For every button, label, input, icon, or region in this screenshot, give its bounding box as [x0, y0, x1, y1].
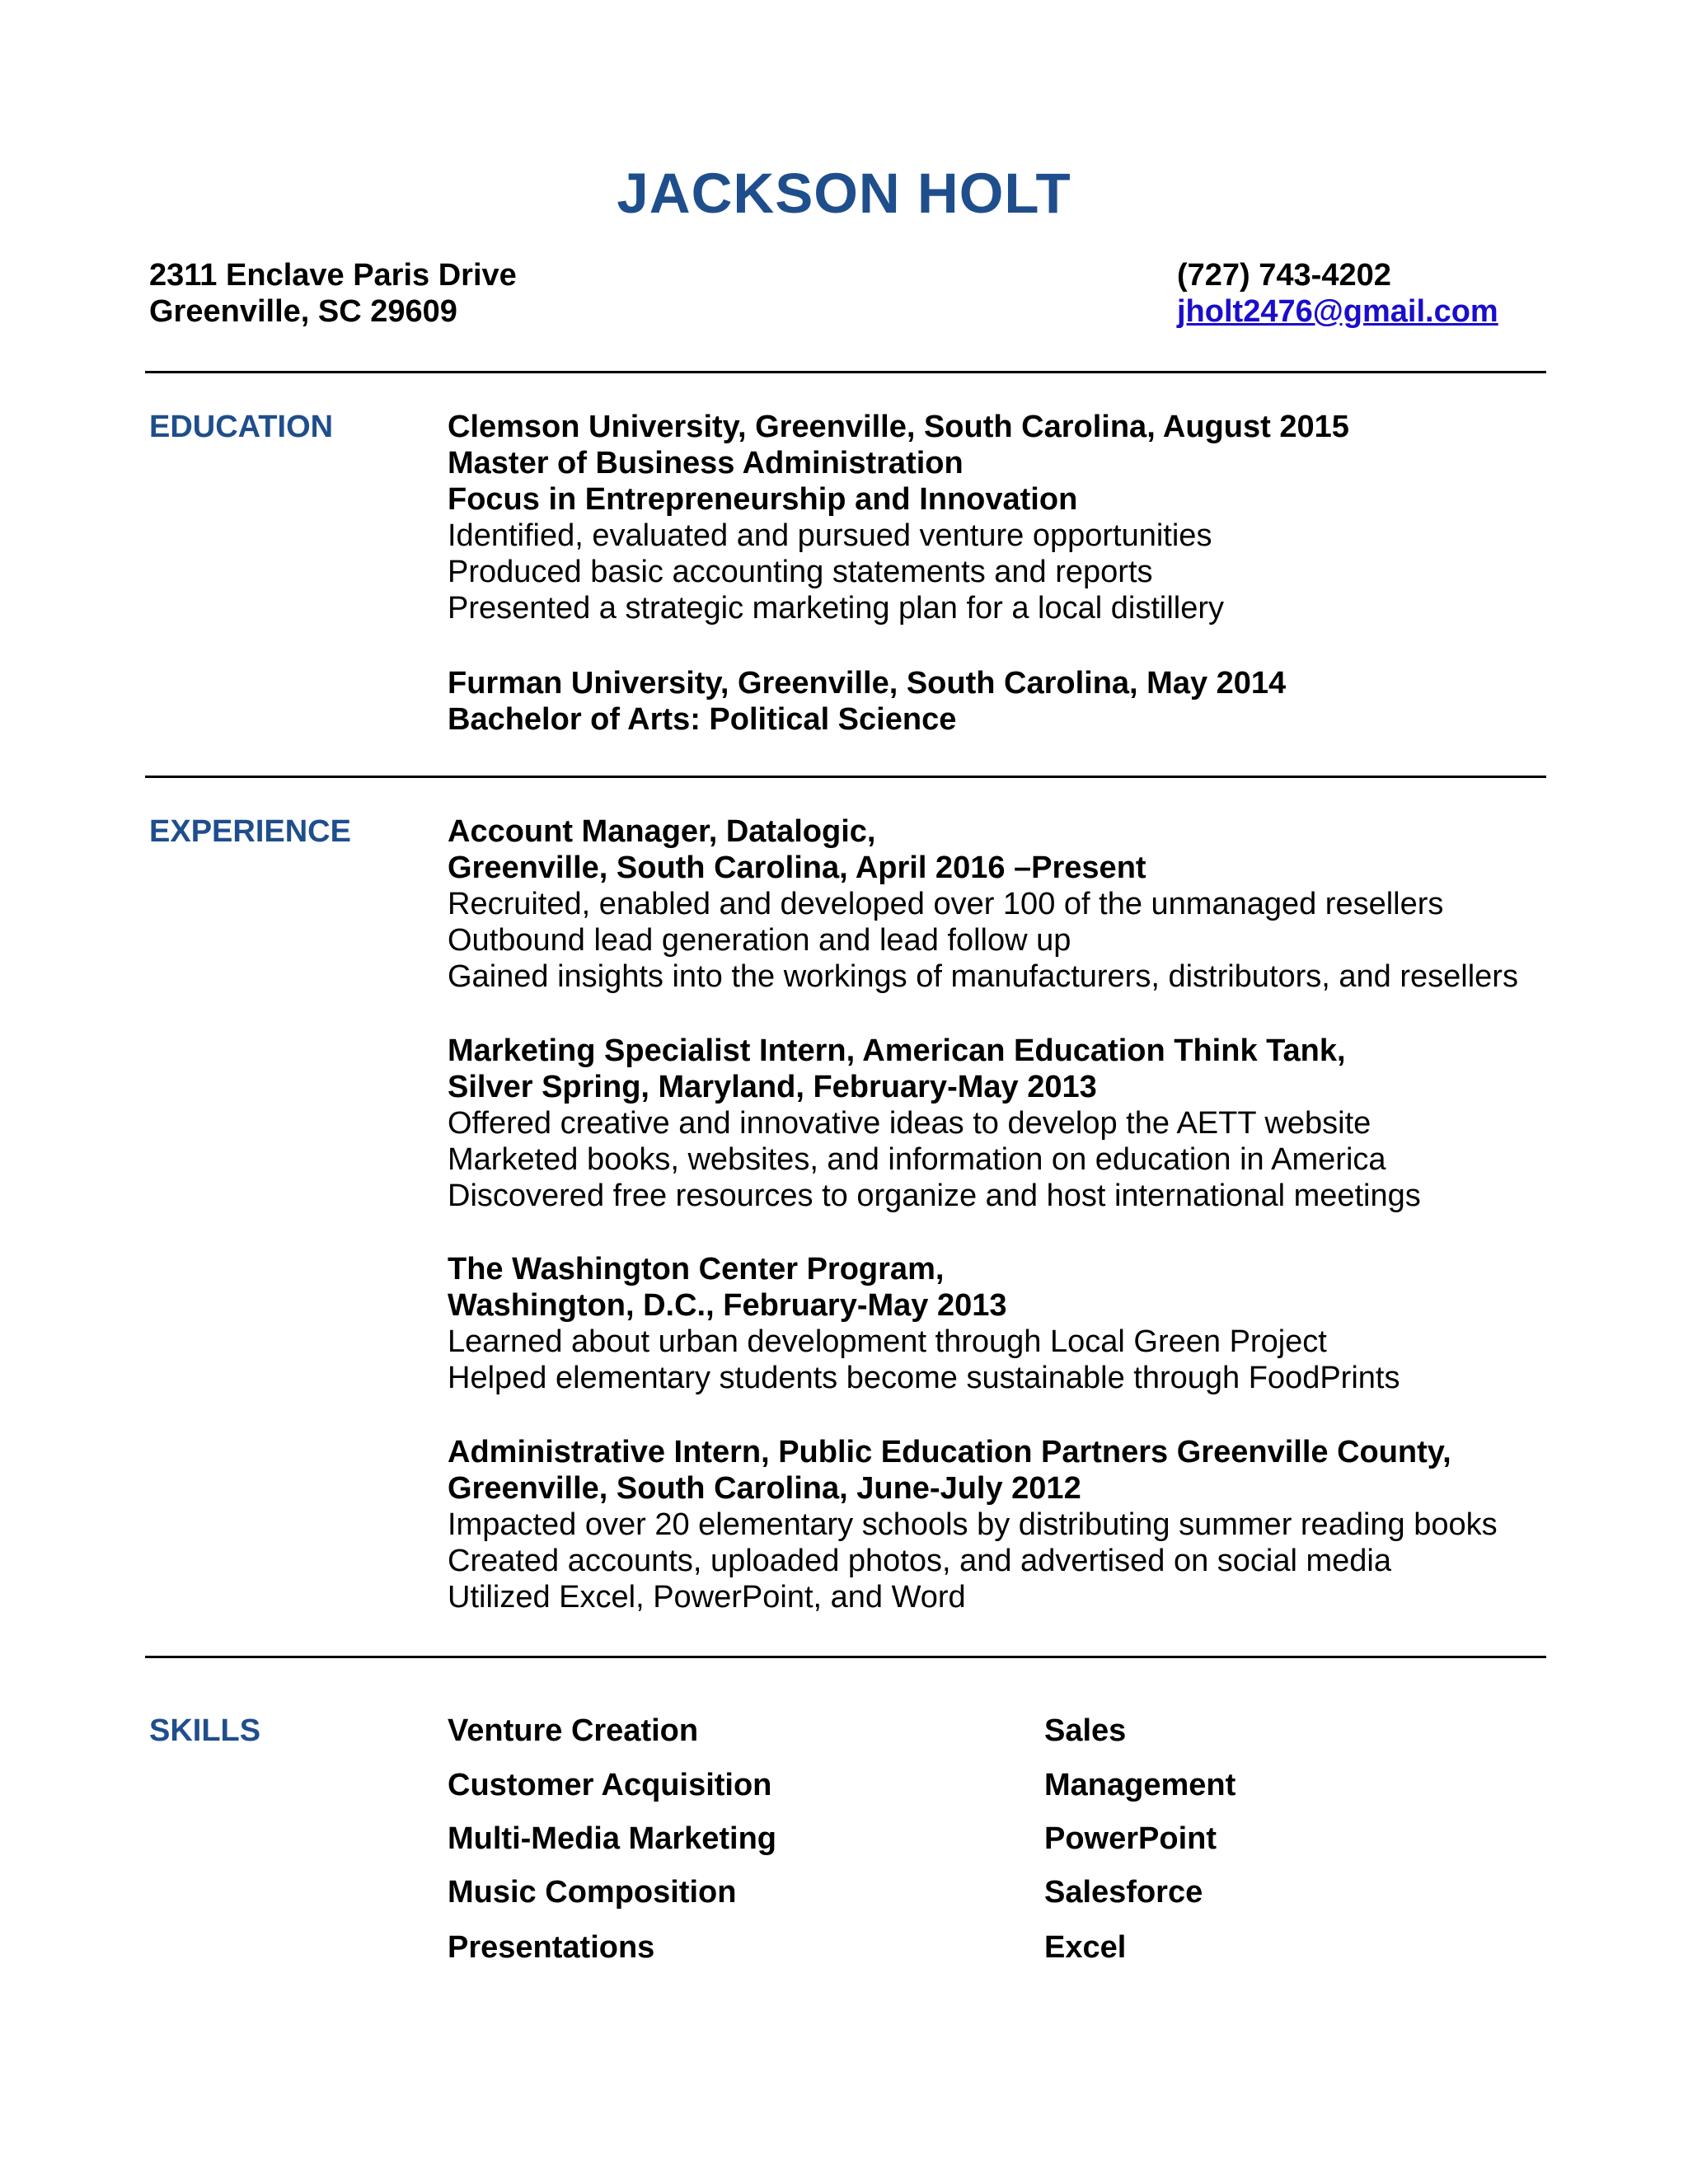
address-block — [149, 257, 517, 330]
entry-heading-line: Focus in Entrepreneurship and Innovation — [448, 482, 1078, 517]
entry-detail-line: Discovered free resources to organize and host international meetings — [448, 1179, 1421, 1213]
entry-detail-line: Gained insights into the workings of manufacturers, distributors, and resellers — [448, 959, 1518, 994]
address-line-2: Greenville, SC 29609 — [149, 294, 457, 329]
entry-detail-line: Utilized Excel, PowerPoint, and Word — [448, 1580, 966, 1615]
entry-heading-line: Administrative Intern, Public Education Partners Greenville County, — [448, 1435, 1451, 1469]
experience-entry-aett — [448, 1033, 1544, 1214]
resume-name: JACKSON HOLT — [617, 162, 1071, 225]
entry-detail-line: Outbound lead generation and lead follow up — [448, 923, 1071, 958]
experience-entry-public-education-partners — [448, 1434, 1544, 1615]
entry-detail-line: Presented a strategic marketing plan for a local distillery — [448, 591, 1225, 626]
education-heading: EDUCATION — [149, 410, 334, 444]
divider-experience — [145, 1656, 1546, 1658]
skill-item: Presentations — [448, 1930, 655, 1965]
address-line-1: 2311 Enclave Paris Drive — [149, 258, 517, 293]
entry-heading-line: Marketing Specialist Intern, American Education Think Tank, — [448, 1033, 1346, 1068]
entry-detail-line: Helped elementary students become sustainable through FoodPrints — [448, 1361, 1400, 1395]
divider-top — [145, 371, 1546, 373]
skill-item: Venture Creation — [448, 1713, 699, 1748]
email-link[interactable]: jholt2476@gmail.com — [1177, 294, 1498, 329]
skill-item: Salesforce — [1044, 1875, 1203, 1910]
entry-heading-line: Account Manager, Datalogic, — [448, 814, 876, 849]
entry-heading-line: Greenville, South Carolina, June-July 2012 — [448, 1471, 1081, 1506]
entry-heading-line: Silver Spring, Maryland, February-May 2013 — [448, 1070, 1097, 1104]
entry-detail-line: Marketed books, websites, and information on education in America — [448, 1142, 1386, 1177]
entry-detail-line: Produced basic accounting statements and reports — [448, 555, 1153, 589]
skill-item: Music Composition — [448, 1875, 737, 1910]
phone-number: (727) 743-4202 — [1177, 258, 1391, 293]
experience-heading: EXPERIENCE — [149, 814, 351, 849]
skill-item: Sales — [1044, 1713, 1127, 1748]
entry-detail-line: Recruited, enabled and developed over 100 of the unmanaged resellers — [448, 887, 1444, 921]
entry-heading-line: Bachelor of Arts: Political Science — [448, 702, 957, 737]
entry-heading-line: Clemson University, Greenville, South Carolina, August 2015 — [448, 410, 1349, 444]
divider-education — [145, 776, 1546, 778]
entry-heading-line: The Washington Center Program, — [448, 1252, 945, 1286]
skills-heading: SKILLS — [149, 1713, 261, 1748]
skill-item: PowerPoint — [1044, 1821, 1217, 1856]
entry-heading-line: Furman University, Greenville, South Carolina, May 2014 — [448, 666, 1287, 701]
education-entry-clemson — [448, 409, 1544, 626]
skill-item: Excel — [1044, 1930, 1127, 1965]
entry-detail-line: Impacted over 20 elementary schools by distributing summer reading books — [448, 1507, 1498, 1542]
entry-heading-line: Greenville, South Carolina, April 2016 –Present — [448, 851, 1146, 885]
experience-entry-datalogic — [448, 813, 1544, 995]
entry-detail-line: Learned about urban development through Local Green Project — [448, 1324, 1327, 1359]
skill-item: Management — [1044, 1768, 1236, 1802]
contact-block — [1177, 257, 1498, 330]
entry-detail-line: Created accounts, uploaded photos, and advertised on social media — [448, 1544, 1391, 1578]
entry-detail-line: Identified, evaluated and pursued venture opportunities — [448, 518, 1212, 553]
experience-entry-washington-center — [448, 1251, 1544, 1396]
entry-heading-line: Washington, D.C., February-May 2013 — [448, 1288, 1007, 1323]
education-entry-furman — [448, 665, 1544, 738]
entry-heading-line: Master of Business Administration — [448, 446, 964, 480]
skill-item: Customer Acquisition — [448, 1768, 772, 1802]
skill-item: Multi-Media Marketing — [448, 1821, 777, 1856]
entry-detail-line: Offered creative and innovative ideas to develop the AETT website — [448, 1106, 1372, 1141]
